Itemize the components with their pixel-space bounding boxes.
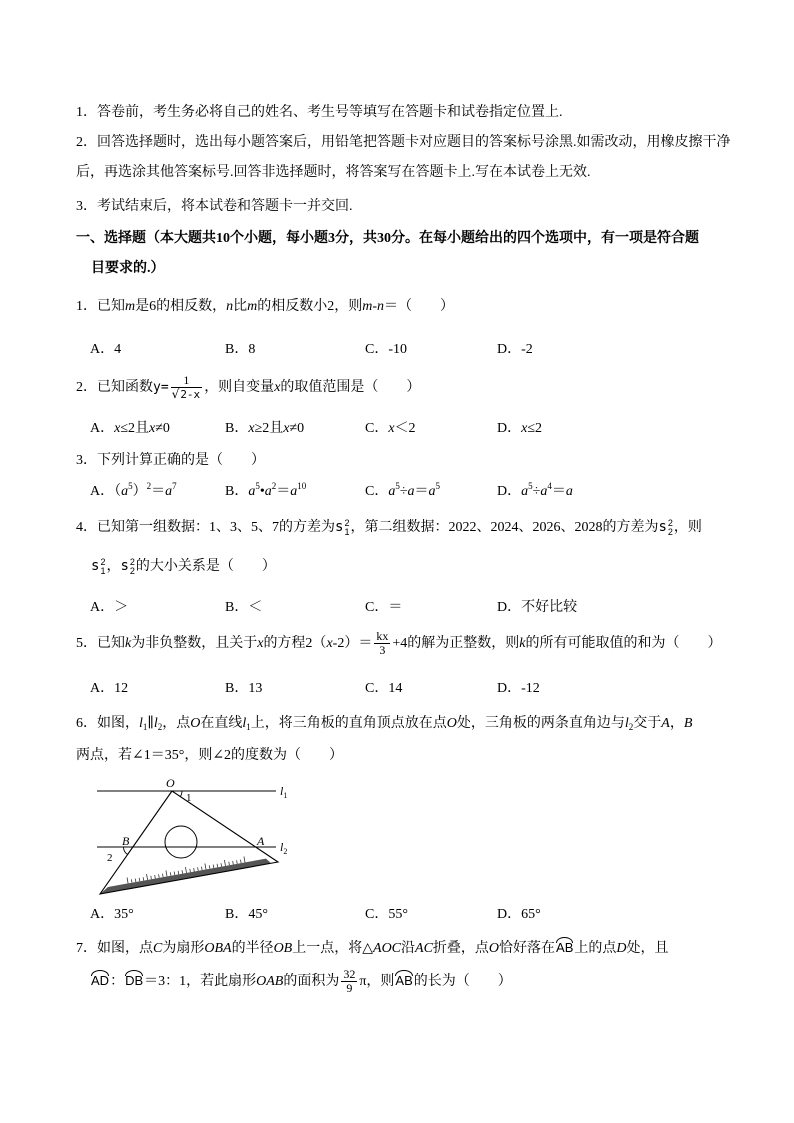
q5-option-d [497,679,540,699]
text-segment: ，则自变量 [204,380,275,395]
text-segment: 处，且 [626,941,669,956]
math-variable: x [149,421,156,436]
q5-option-a [90,679,128,699]
math-variable: OAB [256,974,284,989]
set-square-ruler-band [100,859,271,894]
math-variable: a [407,484,415,499]
text-segment: D．65° [497,907,541,922]
text-segment: 2．已知函数 [76,380,153,395]
text-segment: A．（ [90,484,122,499]
text-segment: 为非负整数，且关于 [131,636,258,651]
text-segment: 沿 [401,941,416,956]
text-segment: D．不好比较 [497,600,578,615]
text-segment: ≠0 [155,421,170,436]
text-segment: B． [225,421,249,436]
q1-option-d [497,340,533,360]
superscript: 2 [146,481,152,491]
q6-option-d [497,905,541,925]
text-segment: ≠0 [289,421,305,436]
section-heading: 一、选择题（本大题共10个小题，每小题3分，共30分。在每小题给出的四个选项中，有一项是符合题 [76,231,699,246]
text-segment: - [372,299,378,314]
superscript: 4 [547,481,552,491]
q4-stem-continued [91,556,276,576]
text-segment: 的大小关系是（ ） [135,559,276,574]
variance-symbol [658,517,673,538]
subscript: 1 [142,722,148,732]
fraction-denominator: 3 [374,643,390,657]
math-expression: y= [153,380,169,395]
fraction-denominator [171,387,203,401]
q5-option-b [225,679,262,699]
q4-option-c [365,598,402,618]
text-segment: ≥2且 [254,421,284,436]
fraction [171,374,203,401]
text-segment: C． [365,484,389,499]
text-segment: 在直线 [200,716,243,731]
q1-option-b [225,340,255,360]
text-segment: 处，三角板的两条直角边与 [456,716,625,731]
instruction-2-continued: 后，再选涂其他答案标号.回答非选择题时，将答案写在答题卡上.写在本试卷上无效. [76,165,591,180]
instruction-2: 2．回答选择题时，选出每小题答案后，用铅笔把答题卡对应题目的答案标号涂黑.如需改动，用橡皮擦干净 [76,135,731,150]
text-segment: ，则 [673,520,702,535]
fraction [374,630,390,657]
math-variable: l [624,716,629,731]
text-segment: ≤2 [527,421,543,436]
math-variable: a [264,484,272,499]
arc-label: DB [125,973,144,988]
text-segment: π，则 [359,974,395,989]
angle-2-arc [124,847,128,854]
point-o-label: O [166,776,175,790]
subscript: 1 [246,722,251,732]
text-segment: 的长为（ ） [413,974,512,989]
superscript: 5 [528,481,533,491]
variance-base: s [120,558,129,574]
math-variable: x [521,421,528,436]
q7-stem-continued [90,967,512,996]
angle-1-label: 1 [186,792,192,804]
text-segment: 的取值范围是（ ） [280,380,421,395]
math-variable: D [616,941,627,956]
math-variable: x [257,636,264,651]
superscript: 10 [297,481,307,491]
text-segment: ＝ [276,484,291,499]
text-segment: ， [669,716,684,731]
text-segment: ＝ [551,484,566,499]
text-segment: C．-10 [365,342,407,357]
superscript: 2 [271,481,277,491]
q1-options [0,340,794,360]
superscript: 7 [172,481,177,491]
superscript: 5 [395,481,400,491]
line-l1-label-base: l [280,784,284,798]
q2-options [0,419,794,439]
math-variable: m [125,299,136,314]
line-l2-label-base: l [280,840,284,854]
text-segment: 3．下列计算正确的是（ ） [76,453,265,468]
variance-base: s [335,519,344,535]
q2-option-d [497,419,542,439]
arc-label: AD [91,973,110,988]
variance-symbol [120,556,135,577]
radical-sign: √ [171,387,180,402]
text-segment: 6．如图， [76,716,139,731]
text-segment: C． [365,421,389,436]
text-segment: 的面积为 [283,974,340,989]
text-segment: ，点 [162,716,191,731]
text-segment: ＝3：1，若此扇形 [144,974,257,989]
q3-option-b [225,482,306,502]
superscript: 2 [344,517,350,528]
q6-option-a [90,905,134,925]
text-segment: D．-12 [497,681,540,696]
text-segment: 折叠，点 [432,941,489,956]
section-heading-continued: 目要求的.） [91,261,165,276]
q6-figure [0,760,320,910]
text-segment: A．35° [90,907,134,922]
superscript: 2 [667,517,673,528]
index-stack [100,558,105,576]
math-variable: a [290,484,298,499]
instruction-1: 1．答卷前，考生务必将自己的姓名、考生号等填写在答题卡和试卷指定位置上. [76,105,563,120]
math-variable: x [283,421,290,436]
text-segment: 的半径 [231,941,274,956]
text-segment: 为扇形 [162,941,205,956]
superscript: 5 [128,481,133,491]
text-segment: ： [110,974,125,989]
q1-option-c [365,340,407,360]
point-b-label: B [122,834,130,848]
q6-option-c [365,905,408,925]
q4-option-b [225,598,262,618]
q7-stem [76,939,669,959]
math-variable: a [388,484,396,499]
fraction-denominator: 9 [341,981,357,995]
math-variable: a [121,484,129,499]
math-variable: OBA [204,941,232,956]
text-segment: A． [90,421,115,436]
q3-option-d [497,482,573,502]
text-segment: B．13 [225,681,263,696]
math-variable: a [565,484,573,499]
text-segment: 7．如图，点 [76,941,153,956]
line-l2-label-sub: 2 [283,847,288,856]
math-variable: x [274,380,281,395]
angle-1-arc [180,791,182,797]
math-variable: a [521,484,529,499]
text-segment: ÷ [532,484,541,499]
fraction-numerator: 32 [343,967,356,982]
text-segment: 的相反数小2，则 [257,299,363,314]
text-segment: 4．已知第一组数据：1、3、5、7的方差为 [76,520,335,535]
q3-options [0,482,794,502]
text-segment: B． [225,484,249,499]
text-segment: 交于 [633,716,662,731]
q3-stem [76,451,265,471]
text-segment: A．12 [90,681,129,696]
math-variable: a [540,484,548,499]
text-segment: 恰好落在 [499,941,556,956]
math-variable: A [661,716,670,731]
math-variable: m [247,299,258,314]
index-stack [130,558,135,576]
text-segment: D．-2 [497,342,533,357]
q3-option-c [365,482,440,502]
math-variable: AOC [373,941,402,956]
q5-option-c [365,679,402,699]
math-variable: a [248,484,256,499]
text-segment: ＜2 [394,421,416,436]
text-segment: ≤2且 [120,421,150,436]
text-segment: C．14 [365,681,403,696]
q6-stem [76,714,692,734]
arc-label: AB [395,973,413,988]
math-variable: AC [415,941,433,956]
math-variable: O [446,716,457,731]
subscript: 2 [129,565,135,576]
q2-option-b [225,419,304,439]
superscript: 5 [435,481,441,491]
math-variable: a [165,484,173,499]
q1-stem [76,297,454,317]
text-segment: ， [106,559,121,574]
index-stack [344,519,349,537]
math-variable: x [388,421,395,436]
math-variable: x [248,421,255,436]
q3-option-a [90,482,177,502]
q5-options [0,679,794,699]
text-segment: 上的点 [574,941,617,956]
text-segment: ＝（ ） [384,299,455,314]
instruction-3: 3．考试结束后，将本试卷和答题卡一并交回. [76,199,353,214]
variance-symbol [91,556,106,577]
math-variable: l [242,716,247,731]
math-variable: k [125,636,132,651]
index-stack [668,519,673,537]
q4-stem [76,517,702,537]
math-variable: C [153,941,163,956]
angle-2-label: 2 [107,852,113,864]
set-square-hole [165,826,197,858]
radicand: 2-x [180,388,201,402]
text-segment: 两点，若∠1＝35°，则∠2的度数为（ ） [76,748,344,763]
text-segment: 上，将三角板的直角顶点放在点 [250,716,447,731]
math-variable: n [226,299,234,314]
q4-option-a [90,598,128,618]
math-variable: l [139,716,143,731]
superscript: 2 [100,556,106,567]
q6-options [0,905,794,925]
variance-symbol [335,517,350,538]
subscript: 2 [667,526,673,537]
q4-option-d [497,598,577,618]
text-segment: C．55° [365,907,408,922]
fraction [341,968,357,995]
math-variable: a [428,484,436,499]
text-segment: -2）＝ [332,636,373,651]
text-segment: ） [132,484,147,499]
arc-label: AB [556,940,574,955]
text-segment: +4的解为正整数，则 [392,636,520,651]
text-segment: ∥ [147,716,154,731]
math-variable: n [377,299,385,314]
subscript: 2 [628,722,634,732]
text-segment: B．45° [225,907,268,922]
text-segment: D． [497,421,522,436]
subscript: 2 [157,722,163,732]
point-a-label: A [257,834,265,848]
math-variable: O [190,716,201,731]
subscript: 1 [100,565,106,576]
math-variable: l [153,716,158,731]
text-segment: • [259,484,265,499]
math-variable: x [114,421,121,436]
subscript: 1 [344,526,350,537]
text-segment: B．8 [225,342,256,357]
text-segment: 1．已知 [76,299,125,314]
text-segment: ＝ [151,484,166,499]
text-segment: B．＜ [225,600,263,615]
q2-option-a [90,419,170,439]
q4-options [0,598,794,618]
math-variable: O [488,941,500,956]
variance-base: s [658,519,667,535]
fraction-numerator: 1 [183,373,190,388]
math-variable: OB [273,941,293,956]
text-segment: D． [497,484,522,499]
q1-option-a [90,340,121,360]
variance-base: s [91,558,100,574]
text-segment: ÷ [399,484,408,499]
superscript: 2 [129,556,135,567]
text-segment: 5．已知 [76,636,125,651]
math-variable: k [519,636,526,651]
q5-stem [76,629,722,658]
line-l1-label [280,784,287,800]
line-l1-label-sub: 1 [283,791,288,800]
text-segment: 的方程2（ [263,636,327,651]
text-segment: 上一点，将△ [292,941,374,956]
fraction-numerator: kx [376,629,389,644]
text-segment: ＝ [414,484,429,499]
text-segment: A．＞ [90,600,129,615]
q6-option-b [225,905,268,925]
text-segment: A．4 [90,342,122,357]
text-segment: 的所有可能取值的和为（ ） [525,636,722,651]
text-segment: C．＝ [365,600,403,615]
text-segment: 是6的相反数， [135,299,227,314]
q2-stem [76,373,421,402]
q2-option-c [365,419,416,439]
line-l2-label [280,840,287,856]
math-variable: m [362,299,373,314]
math-variable: x [326,636,333,651]
math-variable: B [683,716,693,731]
superscript: 5 [255,481,260,491]
text-segment: 比 [233,299,248,314]
text-segment: ，第二组数据：2022、2024、2026、2028的方差为 [350,520,659,535]
